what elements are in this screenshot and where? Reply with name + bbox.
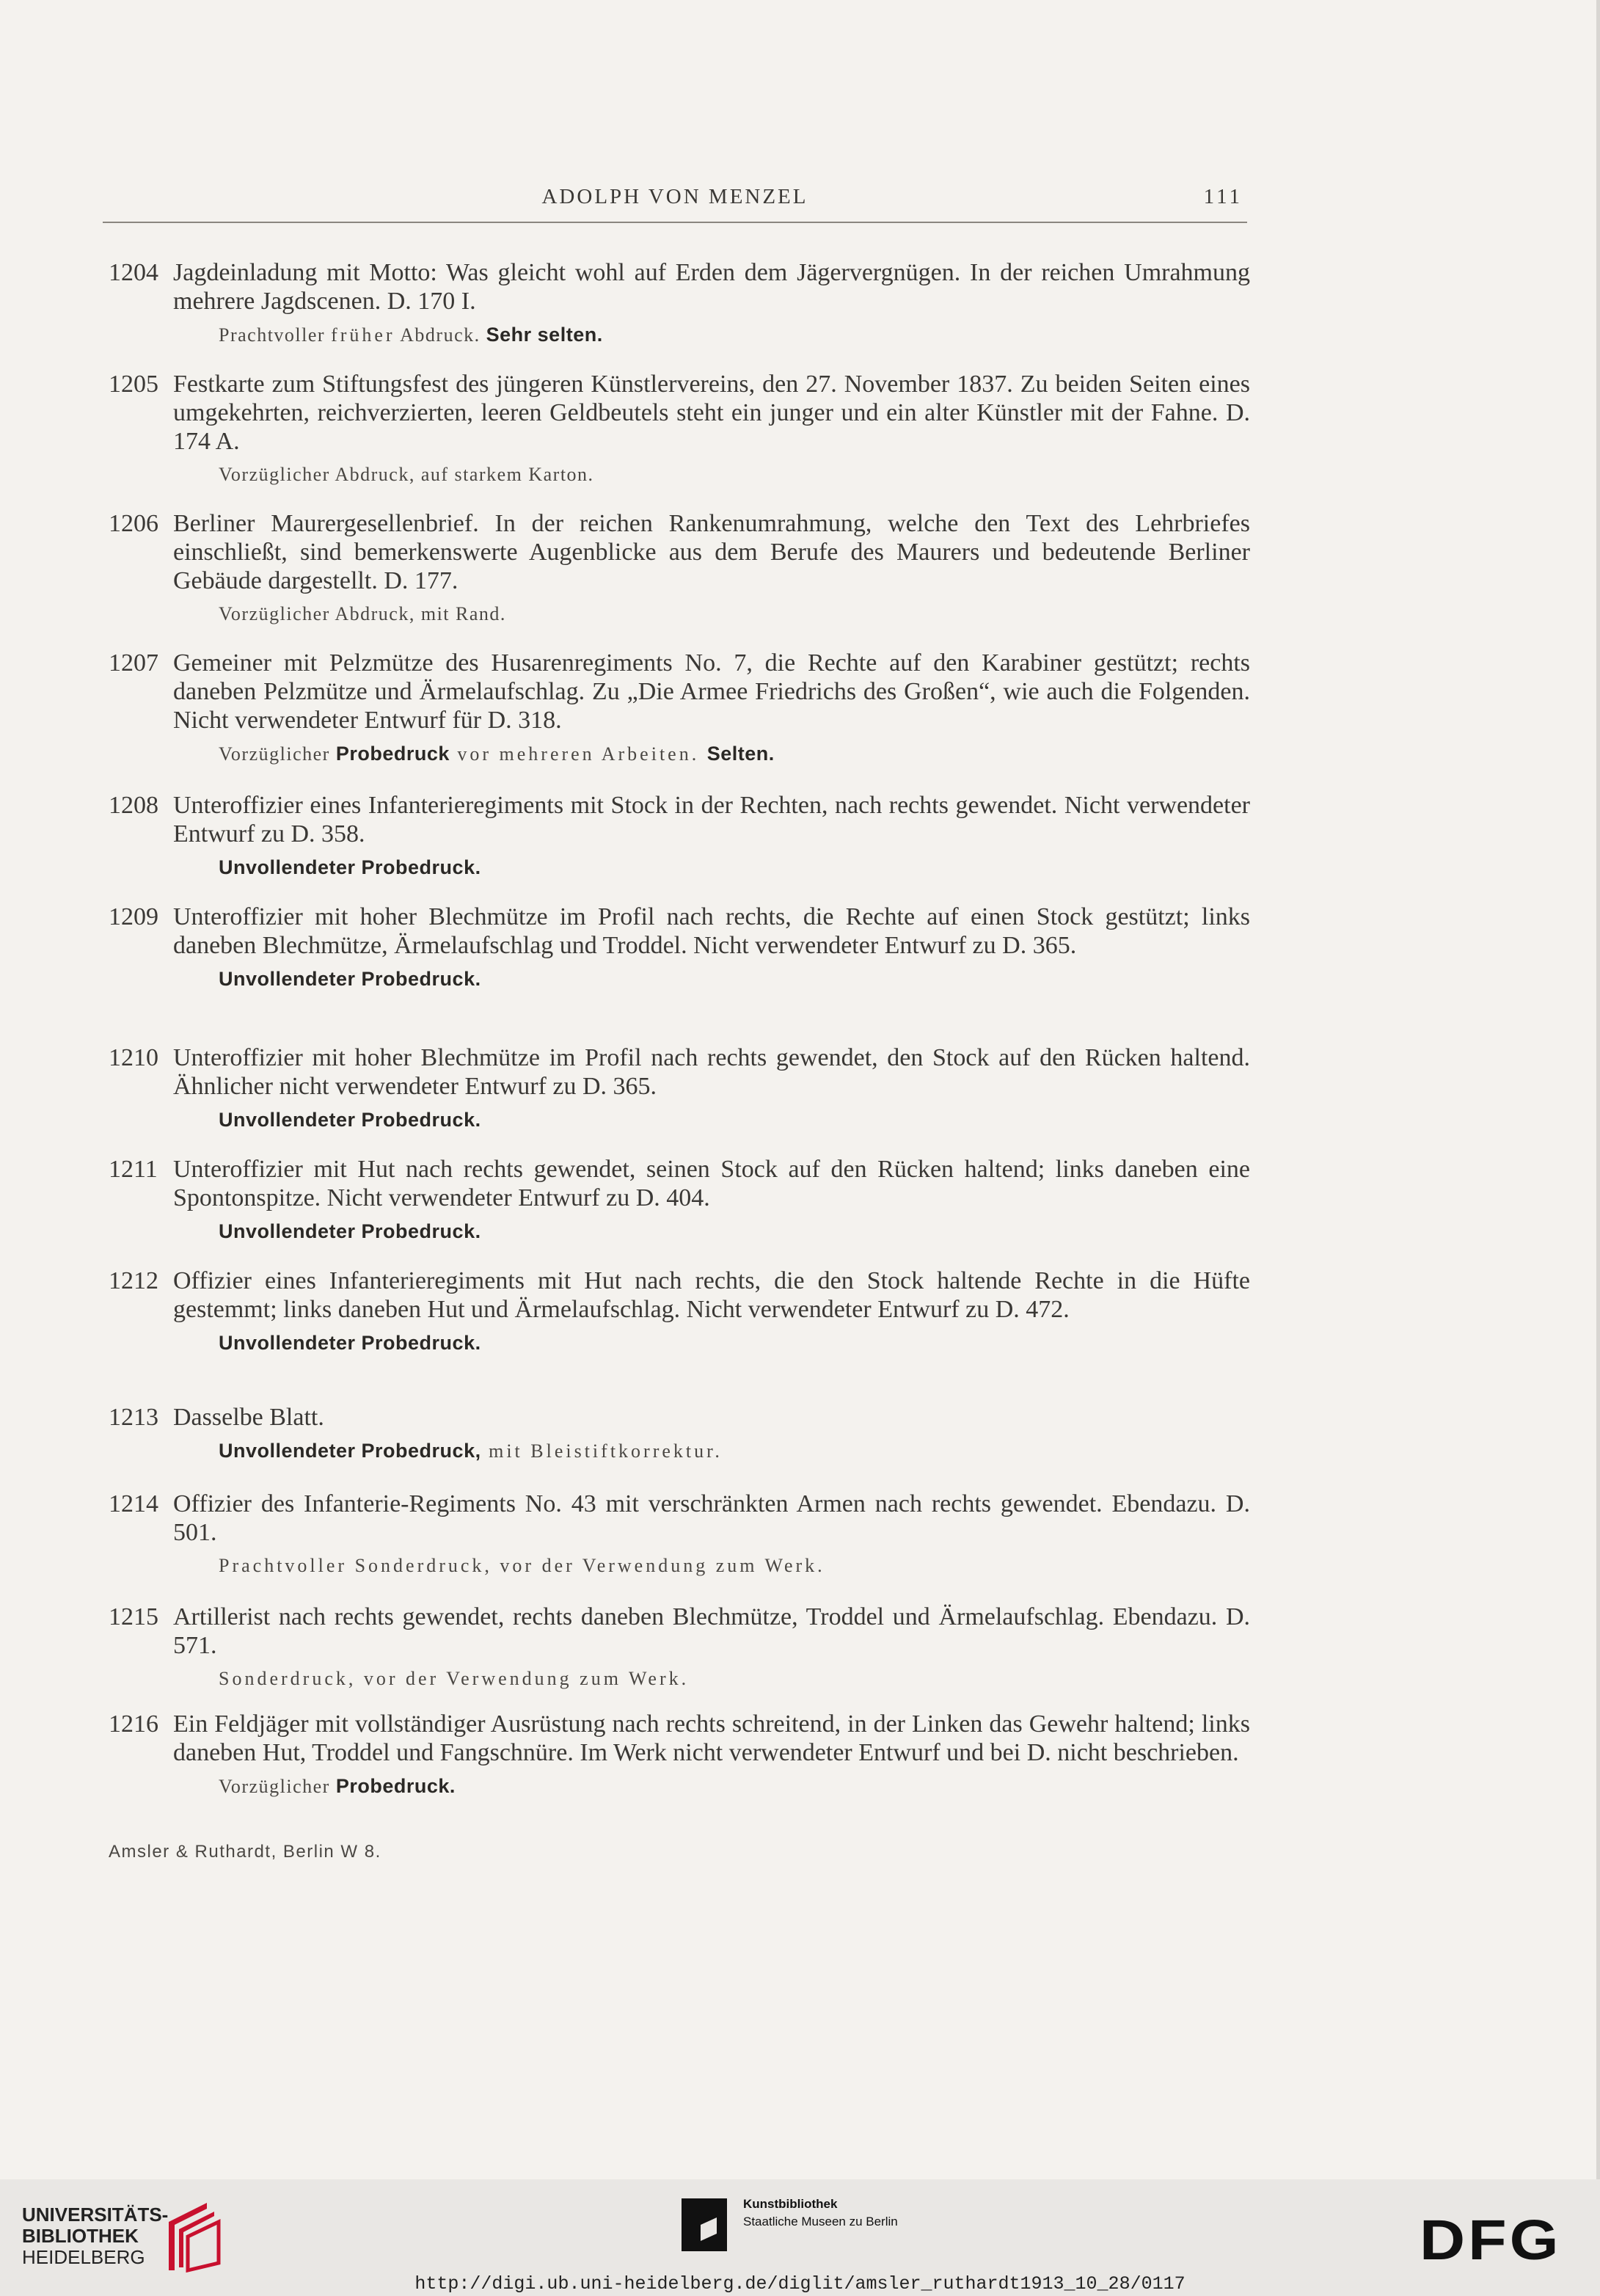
library-emblem-icon <box>163 2200 222 2273</box>
catalog-entry <box>109 1490 1250 1578</box>
entry-condition-note: Vorzüglicher Abdruck, mit Rand. <box>219 603 506 624</box>
entry-description: Unteroffizier eines Infanterieregiments mit Stock in der Rechten, nach rechts gewendet. Nicht verwendeter Entwurf zu D. 358. <box>173 792 1250 848</box>
museum-emblem-icon <box>679 2195 730 2254</box>
entry-description: Gemeiner mit Pelzmütze des Husarenregiments No. 7, die Rechte auf den Karabiner gestützt; rechts daneben Pelzmütze und Ärmelaufschlag. Zu „Die Armee Friedrichs des Großen“, wie auch die Folgenden. Nicht verwendeter Entwurf für D. 318. <box>173 649 1250 734</box>
entry-condition-note: Unvollendeter Probedruck. <box>219 856 481 878</box>
publisher-imprint: Amsler & Ruthardt, Berlin W 8. <box>109 1842 381 1862</box>
permalink-url[interactable]: http://digi.ub.uni-heidelberg.de/diglit/amsler_ruthardt1913_10_28/0117 <box>414 2273 1186 2295</box>
entry-description: Offizier des Infanterie-Regiments No. 43 mit verschränkten Armen nach rechts gewendet. Ebendazu. D. 501. <box>173 1490 1250 1546</box>
entry-description: Unteroffizier mit hoher Blechmütze im Profil nach rechts gewendet, den Stock auf den Rücken haltend. Ähnlicher nicht verwendeter Entwurf zu D. 365. <box>173 1044 1250 1100</box>
entry-condition-note: Unvollendeter Probedruck. <box>219 1332 481 1354</box>
entry-condition-note: Unvollendeter Probedruck, mit Bleistiftkorrektur. <box>219 1440 723 1462</box>
page-title: ADOLPH VON MENZEL <box>541 185 808 208</box>
page-number: 111 <box>1203 185 1243 208</box>
entry-description: Berliner Maurergesellenbrief. In der reichen Rankenumrahmung, welche den Text des Lehrbriefes einschließt, sind bemerkenswerte Augenblicke aus dem Berufe des Maurers und bedeutende Berliner Gebäude dargestellt. D. 177. <box>173 510 1250 594</box>
entry-number: 1215 <box>109 1603 158 1630</box>
catalog-entry <box>109 791 1250 881</box>
entry-number: 1216 <box>109 1710 158 1738</box>
kb-subtitle: Staatliche Museen zu Berlin <box>743 2215 898 2228</box>
entry-description: Jagdeinladung mit Motto: Was gleicht wohl auf Erden dem Jägervergnügen. In der reichen Umrahmung mehrere Jagdscenen. D. 170 I. <box>173 259 1250 315</box>
entry-description: Ein Feldjäger mit vollständiger Ausrüstung nach rechts schreitend, in der Linken das Gewehr haltend; links daneben Hut, Troddel und Fangschnüre. Im Werk nicht verwendeter Entwurf und bei D. nicht beschrieben. <box>173 1710 1250 1766</box>
library-name-line1: UNIVERSITÄTS- <box>22 2204 169 2226</box>
entry-number: 1211 <box>109 1156 158 1183</box>
heidelberg-library-logo[interactable] <box>22 2194 242 2275</box>
entry-description: Festkarte zum Stiftungsfest des jüngeren Künstlervereins, den 27. November 1837. Zu beiden Seiten eines umgekehrten, reichverzierten, leeren Geldbeutels steht ein junger und ein alter Künstler mit der Fahne. D. 174 A. <box>173 371 1250 455</box>
entry-number: 1204 <box>109 259 158 286</box>
catalog-entry <box>109 258 1250 348</box>
entry-number: 1207 <box>109 649 158 677</box>
catalog-entry <box>109 649 1250 767</box>
entry-description: Dasselbe Blatt. <box>173 1404 324 1431</box>
dfg-logo[interactable]: DFG <box>1420 2208 1562 2273</box>
catalog-entry <box>109 1403 1250 1464</box>
library-name-line2: BIBLIOTHEK <box>22 2225 139 2247</box>
catalog-entry <box>109 903 1250 992</box>
entry-condition-note: Vorzüglicher Abdruck, auf starkem Karton. <box>219 464 594 485</box>
entry-number: 1209 <box>109 903 158 930</box>
entry-description: Unteroffizier mit Hut nach rechts gewendet, seinen Stock auf den Rücken haltend; links daneben eine Spontonspitze. Nicht verwendeter Entwurf zu D. 404. <box>173 1156 1250 1211</box>
catalog-entry <box>109 1155 1250 1244</box>
entry-number: 1213 <box>109 1404 158 1431</box>
entry-condition-note: Vorzüglicher Probedruck vor mehreren Arbeiten. Selten. <box>219 743 775 765</box>
entry-description: Unteroffizier mit hoher Blechmütze im Profil nach rechts, die Rechte auf einen Stock gestützt; links daneben Blechmütze, Ärmelaufschlag und Troddel. Nicht verwendeter Entwurf zu D. 365. <box>173 903 1250 959</box>
entry-condition-note: Prachtvoller früher Abdruck. Sehr selten. <box>219 324 603 346</box>
kb-name: Kunstbibliothek <box>743 2197 838 2211</box>
entry-description: Offizier eines Infanterieregiments mit Hut nach rechts, die den Stock haltende Rechte in die Hüfte gestemmt; links daneben Hut und Ärmelaufschlag. Nicht verwendeter Entwurf zu D. 472. <box>173 1267 1250 1323</box>
digitization-footer <box>0 2179 1600 2296</box>
entry-number: 1205 <box>109 371 158 398</box>
entry-condition-note: Unvollendeter Probedruck. <box>219 1220 481 1242</box>
entry-number: 1208 <box>109 792 158 819</box>
entry-number: 1212 <box>109 1267 158 1294</box>
catalog-entry <box>109 509 1250 627</box>
entry-number: 1210 <box>109 1044 158 1071</box>
catalog-entry <box>109 1043 1250 1133</box>
entry-condition-note: Vorzüglicher Probedruck. <box>219 1775 456 1797</box>
kunstbibliothek-logo[interactable] <box>679 2195 972 2254</box>
page-edge <box>1596 0 1600 2179</box>
entry-condition-note: Sonderdruck, vor der Verwendung zum Werk. <box>219 1668 690 1689</box>
running-head <box>103 182 1247 223</box>
catalog-entry <box>109 1710 1250 1799</box>
entry-description: Artillerist nach rechts gewendet, rechts daneben Blechmütze, Troddel und Ärmelaufschlag. Ebendazu. D. 571. <box>173 1603 1250 1659</box>
entry-condition-note: Unvollendeter Probedruck. <box>219 968 481 990</box>
entry-number: 1214 <box>109 1490 158 1517</box>
catalog-entry <box>109 370 1250 487</box>
entry-condition-note: Prachtvoller Sonderdruck, vor der Verwendung zum Werk. <box>219 1555 825 1576</box>
catalog-entry <box>109 1267 1250 1356</box>
library-name-line3: HEIDELBERG <box>22 2246 145 2268</box>
entry-number: 1206 <box>109 510 158 537</box>
catalog-entry <box>109 1603 1250 1691</box>
entry-condition-note: Unvollendeter Probedruck. <box>219 1109 481 1131</box>
